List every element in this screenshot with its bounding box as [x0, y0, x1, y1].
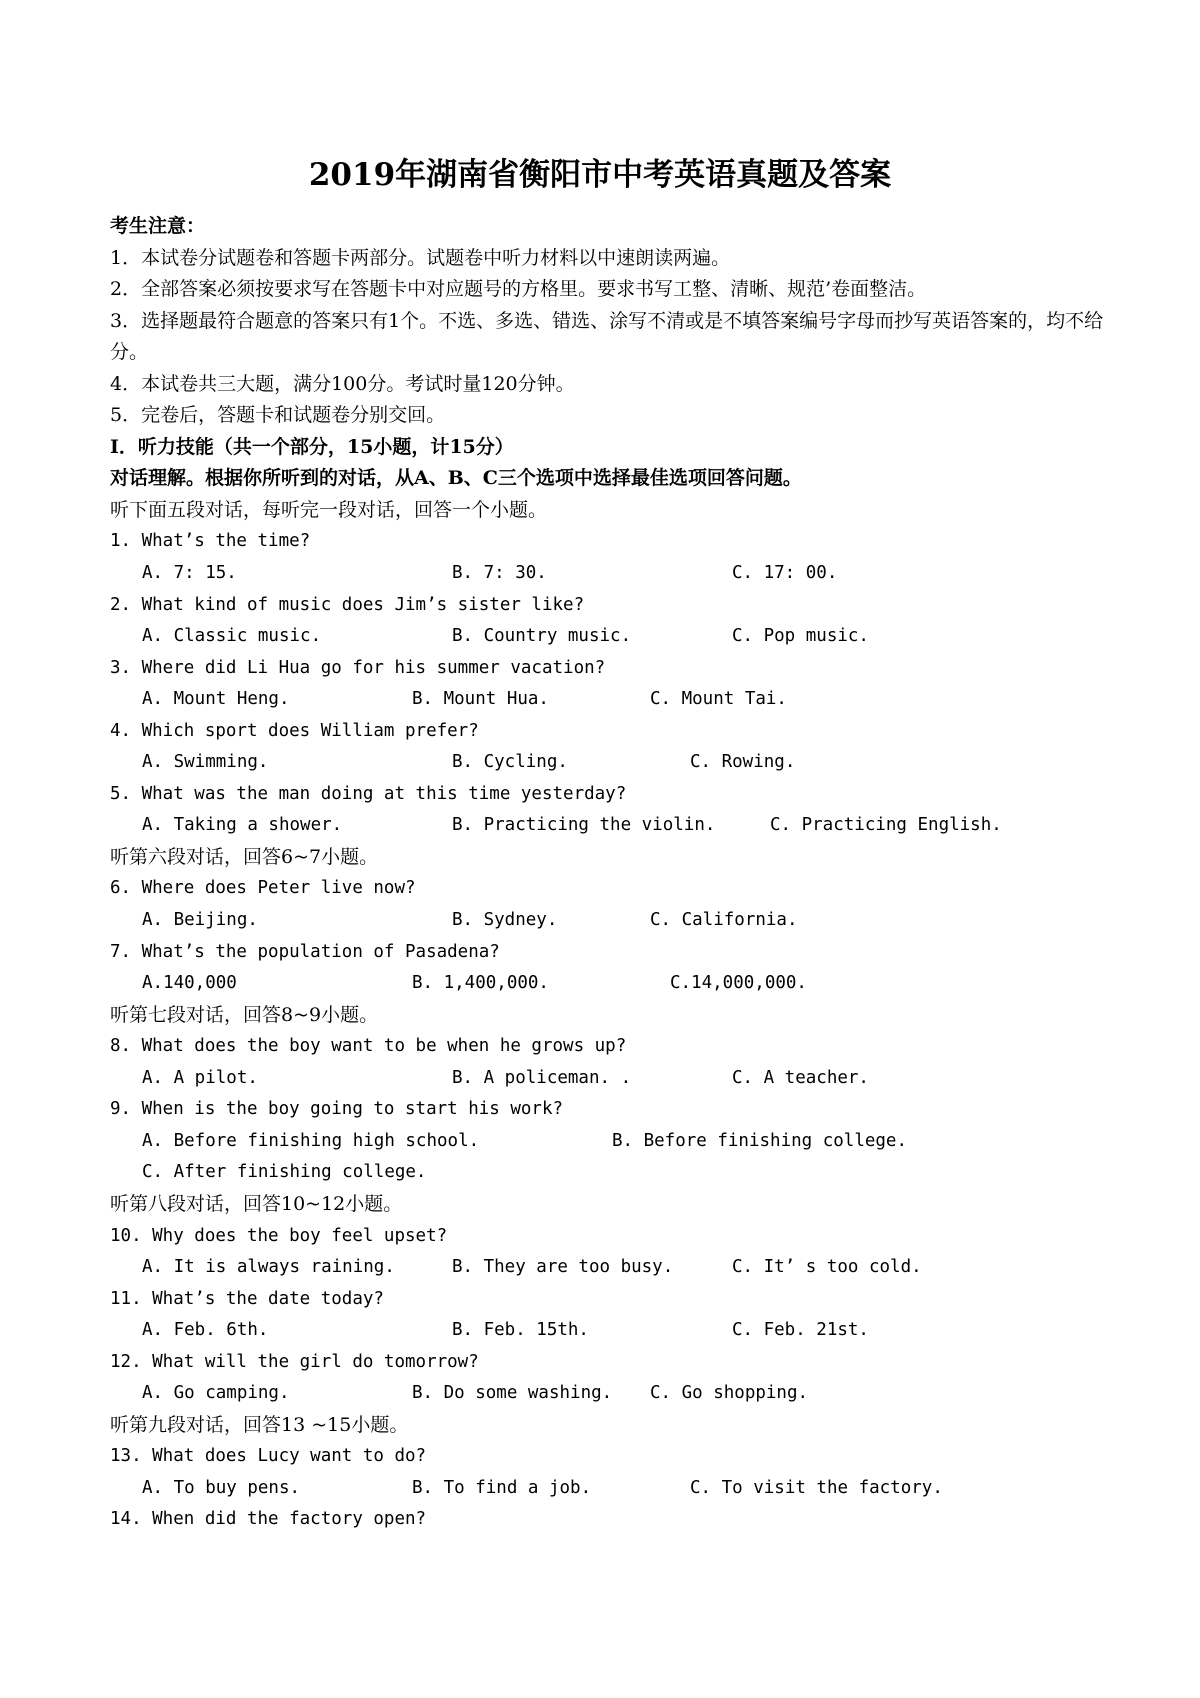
section-instruction: 对话理解。根据你所听到的对话，从A、B、C三个选项中选择最佳选项回答问题。: [110, 467, 802, 490]
options-row: [110, 1252, 1120, 1284]
options-row: [110, 1378, 1120, 1410]
option-a: A. Feb. 6th.: [142, 1320, 269, 1341]
option-c: C. Feb. 21st.: [732, 1320, 869, 1341]
question: 6. Where does Peter live now?: [110, 878, 416, 899]
option-a: A. 7: 15.: [142, 563, 237, 584]
option-c: C. Mount Tai.: [650, 689, 787, 710]
option-a: A. Taking a shower.: [142, 815, 343, 836]
notice-heading: 考生注意：: [110, 215, 206, 237]
option-b: B. A policeman. .: [452, 1067, 632, 1088]
question: 10. Why does the boy feel upset?: [110, 1225, 448, 1246]
question: 2. What kind of music does Jim’s sister like?: [110, 594, 585, 615]
option-b: B. 1,400,000.: [412, 973, 549, 994]
group-instruction: 听第八段对话，回答10~12小题。: [110, 1192, 403, 1215]
option-b: B. Feb. 15th.: [452, 1320, 589, 1341]
option-c: C. Pop music.: [732, 626, 869, 647]
option-c: C. Go shopping.: [650, 1383, 809, 1404]
question: 9. When is the boy going to start his work?: [110, 1099, 564, 1120]
option-a: A. Beijing.: [142, 910, 258, 931]
question: 12. What will the girl do tomorrow?: [110, 1351, 479, 1372]
options-row: [110, 621, 1120, 653]
options-row: [110, 558, 1120, 590]
question: 11. What’s the date today?: [110, 1288, 384, 1309]
question: 5. What was the man doing at this time yesterday?: [110, 783, 627, 804]
option-a: A. Before finishing high school.: [142, 1130, 480, 1151]
option-a: A. To buy pens.: [142, 1477, 301, 1498]
options-row: [110, 1063, 1120, 1095]
option-c: C. Rowing.: [690, 752, 796, 773]
option-a: A. Classic music.: [142, 626, 322, 647]
option-c: C. It’ s too cold.: [732, 1257, 922, 1278]
options-row: [110, 1315, 1120, 1347]
option-b: B. To find a job.: [412, 1477, 592, 1498]
notice-item: 3．选择题最符合题意的答案只有1个。不选、多选、错选、涂写不清或是不填答案编号字母而抄写英语答案的，均不给分。: [110, 309, 1104, 364]
question: 4. Which sport does William prefer?: [110, 720, 479, 741]
option-b: B. 7: 30.: [452, 563, 547, 584]
question: 14. When did the factory open?: [110, 1509, 427, 1530]
option-c: C. Practicing English.: [770, 815, 1002, 836]
notice-item: 1．本试卷分试题卷和答题卡两部分。试题卷中听力材料以中速朗读两遍。: [110, 246, 731, 269]
exam-content: [110, 211, 1120, 1536]
group-instruction: 听第六段对话，回答6~7小题。: [110, 845, 379, 868]
options-row: [110, 810, 1120, 842]
option-a: A. Go camping.: [142, 1383, 290, 1404]
option-c: C. 17: 00.: [732, 563, 838, 584]
option-c: C. After finishing college.: [142, 1162, 427, 1183]
option-b: B. Before finishing college.: [612, 1130, 908, 1151]
option-c: C. California.: [650, 910, 798, 931]
option-a: A. It is always raining.: [142, 1257, 395, 1278]
options-row: [110, 905, 1120, 937]
options-row: [110, 968, 1120, 1000]
options-row: [110, 747, 1120, 779]
options-row: [110, 684, 1120, 716]
option-a: A. Mount Heng.: [142, 689, 290, 710]
option-c: C. A teacher.: [732, 1067, 869, 1088]
option-b: B. Cycling.: [452, 752, 568, 773]
option-a: A.140,000: [142, 973, 237, 994]
question: 8. What does the boy want to be when he grows up?: [110, 1036, 627, 1057]
option-b: B. Mount Hua.: [412, 689, 549, 710]
page-title: 2019年湖南省衡阳市中考英语真题及答案: [308, 157, 892, 193]
option-c: C.14,000,000.: [670, 973, 807, 994]
group-instruction: 听下面五段对话，每听完一段对话，回答一个小题。: [110, 498, 548, 521]
group-instruction: 听第九段对话，回答13 ~15小题。: [110, 1413, 409, 1436]
question: 13. What does Lucy want to do?: [110, 1446, 427, 1467]
notice-item: 4．本试卷共三大题，满分100分。考试时量120分钟。: [110, 372, 575, 395]
option-a: A. A pilot.: [142, 1067, 258, 1088]
options-row: [110, 1126, 1120, 1158]
option-b: B. Practicing the violin.: [452, 815, 716, 836]
options-row: [110, 1473, 1120, 1505]
option-a: A. Swimming.: [142, 752, 269, 773]
group-instruction: 听第七段对话，回答8~9小题。: [110, 1003, 379, 1026]
option-b: B. Sydney.: [452, 910, 558, 931]
option-c: C. To visit the factory.: [690, 1477, 943, 1498]
question: 1. What’s the time?: [110, 531, 311, 552]
question: 3. Where did Li Hua go for his summer vacation?: [110, 657, 606, 678]
question: 7. What’s the population of Pasadena?: [110, 941, 500, 962]
option-b: B. They are too busy.: [452, 1257, 674, 1278]
option-b: B. Do some washing.: [412, 1383, 613, 1404]
notice-item: 2．全部答案必须按要求写在答题卡中对应题号的方格里。要求书写工整、清晰、规范’卷面整洁。: [110, 278, 927, 301]
option-b: B. Country music.: [452, 626, 632, 647]
notice-item: 5．完卷后，答题卡和试题卷分别交回。: [110, 404, 446, 427]
options-row: [110, 1157, 1120, 1189]
section-heading: I．听力技能（共一个部分，15小题，计15分）: [110, 435, 514, 458]
